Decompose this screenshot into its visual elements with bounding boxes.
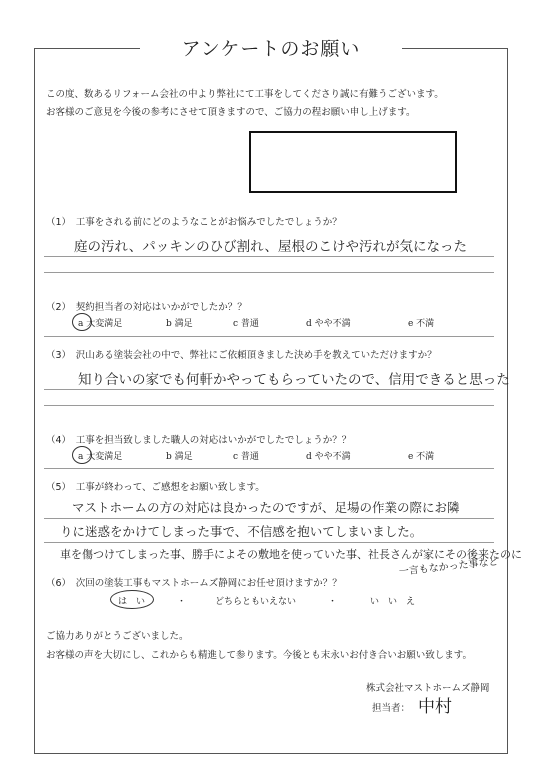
answer-rule <box>44 542 494 543</box>
answer-rule <box>44 256 494 257</box>
q4-option-b: b 満足 <box>166 452 193 462</box>
section-rule <box>44 468 494 469</box>
answer-5-line-2: りに迷惑をかけてしまった事で、不信感を抱いてしまいました。 <box>60 524 423 539</box>
staff-signature: 中村 <box>418 697 452 717</box>
answer-3: 知り合いの家でも何軒かやってもらっていたので、信用できると思った <box>78 372 510 388</box>
q4-option-a: a 大変満足 <box>78 452 123 462</box>
q2-option-b: b 満足 <box>166 319 193 329</box>
q4-option-d: d やや不満 <box>306 452 351 462</box>
answer-rule <box>44 389 494 390</box>
company-name: 株式会社マストホームズ静岡 <box>366 683 490 694</box>
section-rule <box>44 336 494 337</box>
question-4: （4） 工事を担当致しました職人の対応はいかがでしたでしょうか？？ <box>46 435 352 446</box>
question-3: （3） 沢山ある塗装会社の中で、弊社にご依頼頂きました決め手を教えていただけますか？ <box>46 350 437 361</box>
q2-option-e: e 不満 <box>408 319 435 329</box>
footer-line-2: お客様の声を大切にし、これからも精進して参ります。今後とも末永いお付き合いお願い致します。 <box>46 650 472 661</box>
q6-separator: ・ <box>328 597 338 607</box>
answer-1: 庭の汚れ、パッキンのひび割れ、屋根のこけや汚れが気になった <box>74 239 467 255</box>
q6-option-neutral: どちらともいえない <box>215 597 297 607</box>
q6-separator: ・ <box>177 597 187 607</box>
answer-5-line-1: マストホームの方の対応は良かったのですが、足場の作業の際にお隣 <box>72 500 460 515</box>
staff-label: 担当者： <box>372 703 411 714</box>
question-6: （6） 次回の塗装工事もマストホームズ静岡にお任せ頂けますか？？ <box>46 578 342 589</box>
q4-option-c: c 普通 <box>233 452 259 462</box>
answer-5-line-4: 一言もなかった事など <box>398 556 500 578</box>
q2-option-c: c 普通 <box>233 319 259 329</box>
q4-option-e: e 不満 <box>408 452 435 462</box>
intro-line-2: お客様のご意見を今後の参考にさせて頂きますので、ご協力の程お願い申し上げます。 <box>46 107 416 118</box>
q6-option-yes: は い <box>118 597 146 607</box>
page-title: アンケートのお願い <box>140 36 402 62</box>
answer-rule <box>44 272 494 273</box>
answer-rule <box>44 405 494 406</box>
q2-option-d: d やや不満 <box>306 319 351 329</box>
question-2: （2） 契約担当者の対応はいかがでしたか？？ <box>46 302 247 313</box>
q6-option-no: い い え <box>370 597 416 607</box>
answer-rule <box>44 518 494 519</box>
footer-line-1: ご協力ありがとうございました。 <box>46 631 189 642</box>
q2-option-a: a 大変満足 <box>78 319 123 329</box>
intro-line-1: この度、数あるリフォーム会社の中より弊社にて工事をしてくださり誠に有難うございます。 <box>46 89 444 100</box>
customer-name-box <box>249 131 457 193</box>
question-1: （1） 工事をされる前にどのようなことがお悩みでしたでしょうか？ <box>46 217 342 228</box>
answer-5-line-3: 車を傷つけてしまった事、勝手によその敷地を使っていた事、社長さんが家にその後来たのに <box>60 548 522 561</box>
question-5: （5） 工事が終わって、ご感想をお願い致します。 <box>46 482 265 493</box>
